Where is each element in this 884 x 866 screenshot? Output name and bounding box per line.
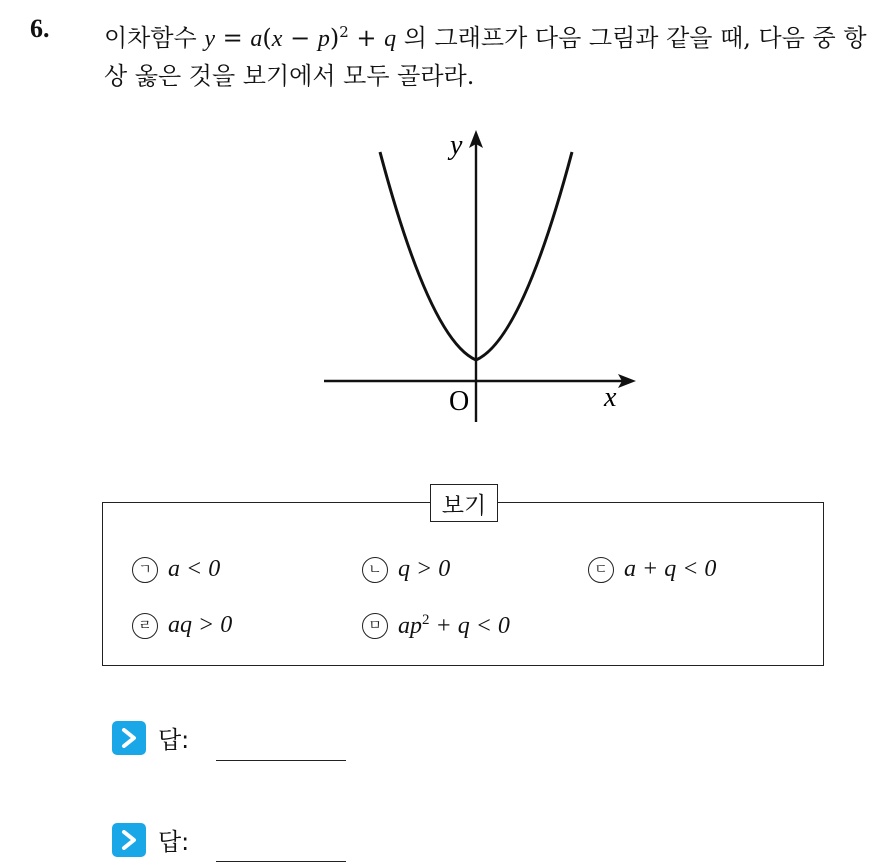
answer-row-2 <box>112 822 189 857</box>
answer-input-1[interactable] <box>216 760 346 761</box>
answer-label: 답: <box>158 828 190 856</box>
choice-expr: a < 0 <box>168 556 221 582</box>
choice-item-2 <box>362 556 450 583</box>
question-number: 6. <box>30 14 50 43</box>
chevron-right-icon <box>112 721 146 755</box>
choice-marker: ㄷ <box>588 557 614 583</box>
parabola-graph <box>310 120 650 430</box>
choices-box-title: 보기 <box>430 484 498 522</box>
choice-expr: a + q < 0 <box>624 556 717 582</box>
chevron-right-icon <box>112 823 146 857</box>
choice-expr: aq > 0 <box>168 612 233 638</box>
choice-marker: ㄴ <box>362 557 388 583</box>
choice-item-3 <box>588 556 716 583</box>
choice-expr: q > 0 <box>398 556 451 582</box>
y-axis-label: y <box>450 130 463 161</box>
choice-expr: $ap^2 + q < 0$ <box>398 612 510 639</box>
choice-marker: ㄹ <box>132 613 158 639</box>
origin-label: O <box>449 386 470 417</box>
choice-item-1 <box>132 556 220 583</box>
question-text: 이차함수 $y = a(x - p)^2 + q$ 의 그래프가 다음 그림과 같을 때, 다음 중 항상 옳은 것을 보기에서 모두 골라라. <box>104 23 867 90</box>
answer-input-2[interactable] <box>216 861 346 862</box>
answer-label: 답: <box>158 726 190 754</box>
choice-item-5 <box>362 612 510 640</box>
choice-marker: ㅁ <box>362 613 388 639</box>
choice-marker: ㄱ <box>132 557 158 583</box>
answer-row-1 <box>112 720 189 755</box>
choices-box <box>102 502 824 666</box>
choice-item-4 <box>132 612 232 639</box>
x-axis-label: x <box>604 382 617 413</box>
